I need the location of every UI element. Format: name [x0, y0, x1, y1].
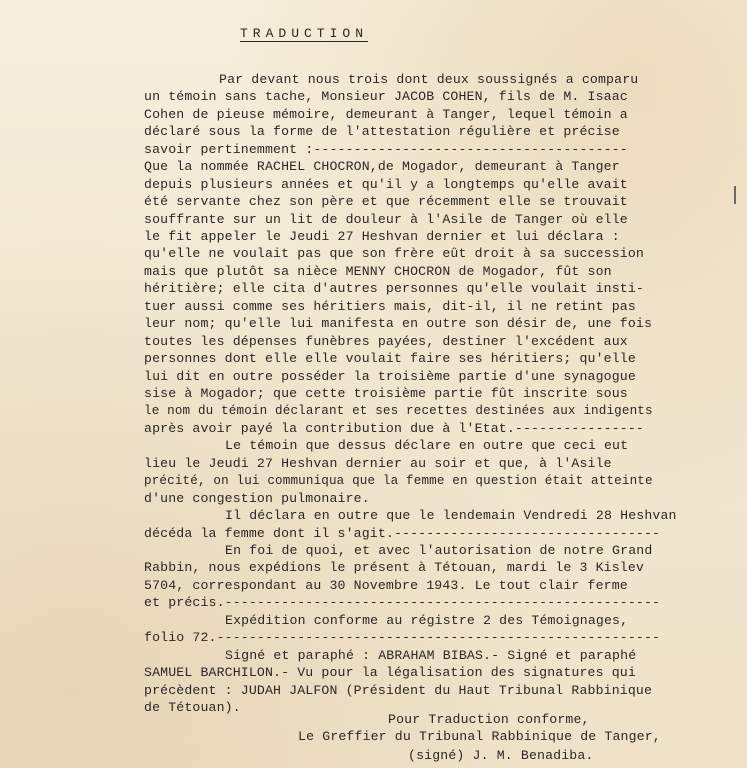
- text-line-5: savoir pertinemment :---------------------------------------: [144, 141, 628, 157]
- text-line-22: Le témoin que dessus déclare en outre que ceci eut: [225, 438, 629, 454]
- text-line-31: et précis.------------------------------------------------------: [144, 595, 661, 611]
- text-line-27: décéda la femme dont il s'agit.---------------------------------: [144, 525, 661, 541]
- text-line-6: Que la nommée RACHEL CHOCRON,de Mogador, demeurant à Tanger: [144, 159, 620, 175]
- text-line-19: sise à Mogador; que cette troisième partie fût inscrite sous: [144, 386, 628, 401]
- text-line-35: SAMUEL BARCHILON.- Vu pour la légalisation des signatures qui: [144, 665, 636, 681]
- text-line-10: le fit appeler le Jeudi 27 Heshvan dernier et lui déclara :: [144, 229, 620, 244]
- text-line-4: déclaré sous la forme de l'attestation régulière et précise: [144, 124, 620, 140]
- text-line-33: folio 72.-------------------------------------------------------: [144, 630, 661, 646]
- text-line-21: après avoir payé la contribution due à l'Etat.----------------: [144, 420, 644, 436]
- text-line-12: mais que plutôt sa nièce MENNY CHOCRON de Mogador, fût son: [144, 263, 612, 279]
- text-line-37: de Tétouan).: [144, 700, 241, 715]
- text-line-14: tuer aussi comme ses héritiers mais, dit-il, il ne retint pas: [144, 298, 636, 314]
- text-line-26: Il déclara en outre que le lendemain Vendredi 28 Heshvan: [225, 508, 677, 524]
- text-line-34: Signé et paraphé : ABRAHAM BIBAS.- Signé et paraphé: [225, 647, 637, 663]
- text-line-8: été servante chez son père et que récemment elle se trouvait: [144, 194, 628, 210]
- text-line-2: un témoin sans tache, Monsieur JACOB COHEN, fils de M. Isaac: [144, 89, 628, 105]
- text-line-36: précèdent : JUDAH JALFON (Président du Haut Tribunal Rabbinique: [144, 682, 653, 698]
- text-line-11: qu'elle ne voulait pas que son frère eût droit à sa succession: [144, 246, 644, 262]
- text-line-16: toutes les dépenses funèbres payées, destiner l'excédent aux: [144, 333, 628, 349]
- signature-line-3: (signé) J. M. Benadiba.: [408, 748, 594, 763]
- text-line-25: d'une congestion pulmonaire.: [144, 490, 370, 506]
- text-line-3: Cohen de pieuse mémoire, demeurant à Tanger, lequel témoin a: [144, 106, 628, 122]
- text-line-24: précité, on lui communiqua que la femme en question était atteinte: [144, 474, 653, 489]
- text-line-32: Expédition conforme au régistre 2 des Témoignages,: [225, 612, 629, 628]
- text-line-15: leur nom; qu'elle lui manifesta en outre son désir de, une fois: [144, 316, 653, 332]
- text-line-1: Par devant nous trois dont deux soussignés a comparu: [219, 72, 639, 87]
- text-line-23: lieu le Jeudi 27 Heshvan dernier au soir et que, à l'Asile: [144, 455, 612, 471]
- text-line-29: Rabbin, nous expédions le présent à Tétouan, mardi le 3 Kislev: [144, 560, 644, 576]
- signature-line-2: Le Greffier du Tribunal Rabbinique de Tanger,: [298, 729, 661, 744]
- text-line-30: 5704, correspondant au 30 Novembre 1943. Le tout clair ferme: [144, 577, 628, 593]
- text-line-18: lui dit en outre posséder la troisième partie d'une synagogue: [144, 368, 636, 384]
- text-line-13: héritière; elle cita d'autres personnes qu'elle voulait insti-: [144, 281, 644, 297]
- text-line-9: souffrante sur un lit de douleur à l'Asile de Tanger où elle: [144, 211, 628, 227]
- margin-mark: [734, 186, 736, 204]
- text-line-20: le nom du témoin déclarant et ses recettes destinées aux indigents: [144, 404, 653, 419]
- text-line-17: personnes dont elle elle voulait faire ses héritiers; qu'elle: [144, 351, 636, 367]
- text-line-28: En foi de quoi, et avec l'autorisation de notre Grand: [225, 543, 653, 558]
- signature-line-1: Pour Traduction conforme,: [388, 712, 590, 727]
- document-title: TRADUCTION: [240, 26, 369, 41]
- text-line-7: depuis plusieurs années et qu'il y a longtemps qu'elle avait: [144, 176, 628, 192]
